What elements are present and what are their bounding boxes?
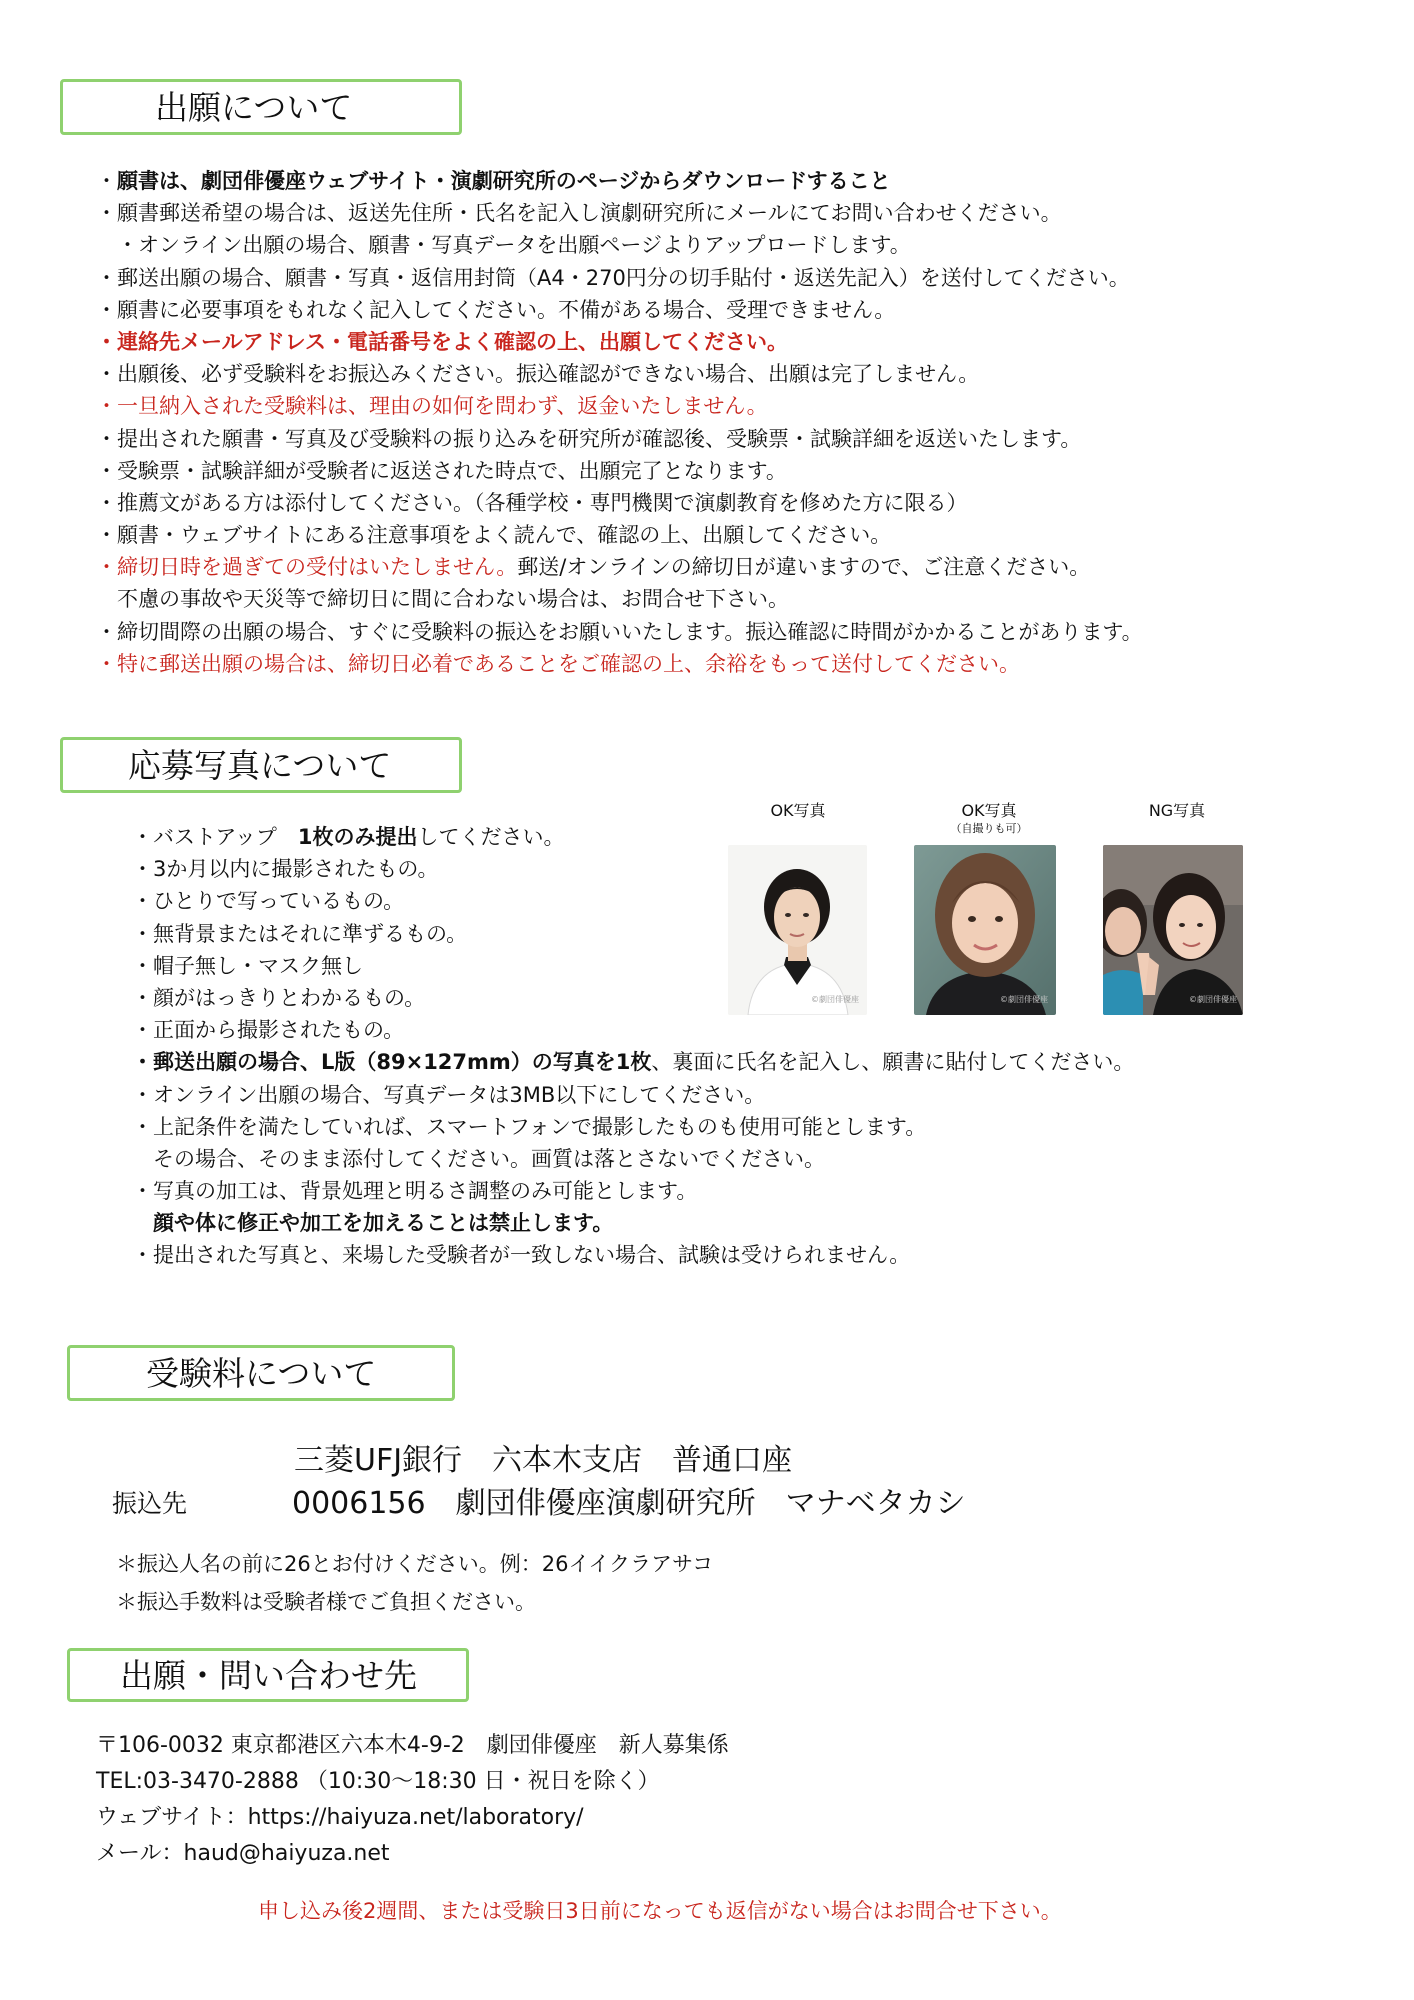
list-item	[132, 1111, 1134, 1143]
application-rules-list	[96, 165, 1143, 680]
list-item-text: ・オンライン出願の場合、写真データは3MB以下にしてください。	[132, 1082, 766, 1107]
contact-address: 〒106-0032 東京都港区六本木4-9-2 劇団俳優座 新人募集係	[96, 1733, 729, 1758]
list-item-text: ・受験票・試験詳細が受験者に返送された時点で、出願完了となります。	[96, 458, 787, 483]
watermark: ©劇団俳優座	[1000, 995, 1048, 1004]
list-item-text: ・郵送出願の場合、願書・写真・返信用封筒（A4・270円分の切手貼付・返送先記入）を送付してください。	[96, 265, 1130, 290]
list-item	[132, 1046, 1134, 1078]
list-item	[96, 487, 1143, 519]
list-item	[96, 262, 1143, 294]
list-item-text: 、裏面に氏名を記入し、願書に貼付してください。	[651, 1050, 1135, 1075]
list-item-text: ・提出された願書・写真及び受験料の振り込みを研究所が確認後、受験票・試験詳細を返送いたします。	[96, 426, 1082, 451]
section-title: 出願について	[155, 87, 353, 127]
photo-example-caption: OK写真	[961, 801, 1017, 820]
list-item-text: ・締切間際の出願の場合、すぐに受験料の振込をお願いいたします。振込確認に時間がかかることがあります。	[96, 619, 1143, 644]
fee-note: ＊振込人名の前に26とお付けください。例：26イイクラアサコ	[116, 1552, 714, 1576]
list-item	[96, 197, 1143, 229]
list-item-text: ・推薦文がある方は添付してください。（各種学校・専門機関で演劇教育を修めた方に限る）	[96, 490, 968, 515]
reply-notice: 申し込み後2週間、または受験日3日前になっても返信がない場合はお問合せ下さい。	[258, 1899, 1062, 1923]
list-item-text: その場合、そのまま添付してください。画質は落とさないでください。	[132, 1146, 825, 1171]
contact-block	[96, 1728, 729, 1872]
list-item-text: 1枚のみ提出	[297, 825, 418, 849]
list-item-text: ・締切日時を過ぎての受付はいたしません。	[96, 555, 518, 580]
list-item	[96, 326, 1143, 358]
list-item-text: してください。	[417, 825, 565, 849]
list-item	[132, 1239, 1134, 1271]
list-item-text: ・ひとりで写っているもの。	[132, 889, 405, 914]
list-item-text: ・正面から撮影されたもの。	[132, 1018, 405, 1043]
list-item-text: ・提出された写真と、来場した受験者が一致しない場合、試験は受けられません。	[132, 1243, 911, 1268]
list-item	[96, 519, 1143, 551]
list-item-text: 顔や体に修正や加工を加えることは禁止します。	[132, 1211, 614, 1236]
list-item	[96, 358, 1143, 390]
list-item	[96, 551, 1143, 583]
list-item-text: ・郵送出願の場合、L版（89×127mm）の写真を1枚	[132, 1050, 652, 1075]
list-item-text: ・願書郵送希望の場合は、返送先住所・氏名を記入し演劇研究所にメールにてお問い合わせください。	[96, 201, 1062, 226]
list-item	[132, 1175, 1134, 1207]
list-item-text: ・願書に必要事項をもれなく記入してください。不備がある場合、受理できません。	[96, 297, 896, 322]
list-item	[96, 648, 1143, 680]
section-header-photo	[60, 737, 462, 793]
bank-account-line: 三菱UFJ銀行 六本木支店 普通口座	[294, 1443, 793, 1478]
fee-notes	[116, 1545, 713, 1621]
portrait-illustration	[728, 845, 867, 1015]
list-item	[132, 1207, 1134, 1239]
group-photo-illustration	[1103, 845, 1243, 1015]
list-item-text: ・一旦納入された受験料は、理由の如何を問わず、返金いたしません。	[96, 394, 768, 419]
list-item-text: ・無背景またはそれに準ずるもの。	[132, 921, 468, 946]
list-item-text: 郵送/オンラインの締切日が違いますので、ご注意ください。	[517, 555, 1091, 580]
list-item-text: 願書は、劇団俳優座ウェブサイト・演劇研究所のページからダウンロードすること	[117, 169, 891, 193]
list-item-text: ・帽子無し・マスク無し	[132, 953, 363, 978]
contact-tel: TEL:03-3470-2888 （10:30～18:30 日・祝日を除く）	[96, 1769, 660, 1794]
list-item-text: ・オンライン出願の場合、願書・写真データを出願ページよりアップロードします。	[96, 233, 911, 258]
list-item-text: ・バストアップ	[132, 825, 298, 849]
list-item	[96, 294, 1143, 326]
section-title: 出願・問い合わせ先	[120, 1655, 417, 1695]
watermark: ©劇団俳優座	[811, 995, 859, 1004]
list-item-text: ・3か月以内に撮影されたもの。	[132, 857, 439, 882]
fee-note: ＊振込手数料は受験者様でご負担ください。	[116, 1590, 536, 1614]
list-item-text: ・顔がはっきりとわかるもの。	[132, 985, 426, 1010]
list-item	[96, 583, 1143, 615]
bank-account-number-line: 0006156 劇団俳優座演劇研究所 マナベタカシ	[292, 1486, 966, 1521]
list-item-text: ・出願後、必ず受験料をお振込みください。振込確認ができない場合、出願は完了しません。	[96, 362, 980, 387]
list-item	[96, 455, 1143, 487]
list-item	[132, 1143, 1134, 1175]
ok-photo-selfie-example	[914, 845, 1056, 1015]
section-title: 応募写真について	[128, 745, 392, 785]
photo-example-caption: OK写真	[770, 801, 826, 820]
list-item	[96, 423, 1143, 455]
list-item-text: ・写真の加工は、背景処理と明るさ調整のみ可能とします。	[132, 1179, 698, 1204]
list-item	[132, 1079, 1134, 1111]
photo-example-caption: NG写真	[1148, 801, 1206, 820]
list-item	[96, 229, 1143, 261]
list-item-text: ・連絡先メールアドレス・電話番号をよく確認の上、出願してください。	[96, 329, 788, 354]
transfer-label: 振込先	[112, 1489, 188, 1518]
list-item	[96, 390, 1143, 422]
list-item	[96, 616, 1143, 648]
contact-website: ウェブサイト：https://haiyuza.net/laboratory/	[96, 1805, 584, 1830]
list-item-text: ・願書・ウェブサイトにある注意事項をよく読んで、確認の上、出願してください。	[96, 523, 892, 548]
list-item-text: 不慮の事故や天災等で締切日に間に合わない場合は、お問合せ下さい。	[96, 587, 789, 612]
section-header-application	[60, 79, 462, 135]
list-item-text: ・	[96, 169, 117, 193]
list-item	[96, 165, 1143, 197]
list-item-text: ・上記条件を満たしていれば、スマートフォンで撮影したものも使用可能とします。	[132, 1114, 927, 1139]
ok-photo-example	[728, 845, 867, 1015]
ng-photo-example	[1103, 845, 1243, 1015]
contact-email: メール：haud@haiyuza.net	[96, 1841, 390, 1866]
list-item	[132, 1014, 1134, 1046]
portrait-illustration	[914, 845, 1056, 1015]
section-header-fee	[67, 1345, 455, 1401]
section-title: 受験料について	[146, 1353, 377, 1393]
list-item-text: ・特に郵送出願の場合は、締切日必着であることをご確認の上、余裕をもって送付してください。	[96, 651, 1020, 676]
section-header-contact	[67, 1648, 469, 1702]
watermark: ©劇団俳優座	[1189, 995, 1237, 1004]
photo-example-subcaption: （自撮りも可）	[950, 822, 1028, 835]
